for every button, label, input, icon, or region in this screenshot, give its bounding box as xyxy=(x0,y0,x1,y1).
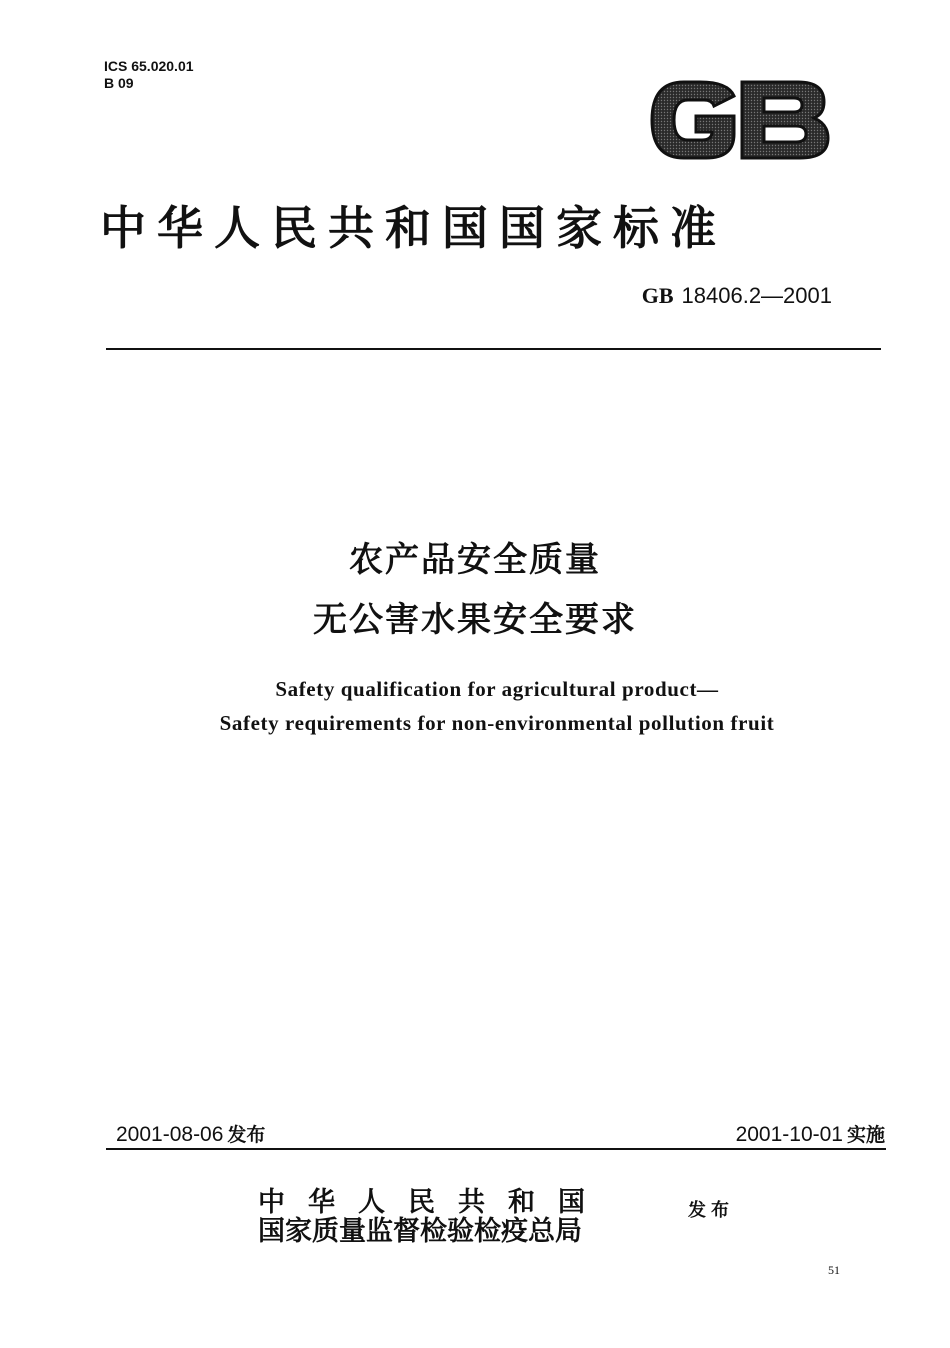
standard-type-title: 中华人民共和国国家标准 xyxy=(100,201,727,255)
standard-number-prefix: GB xyxy=(641,283,674,308)
standard-number-value: 18406.2—2001 xyxy=(681,283,832,308)
page-number: 51 xyxy=(828,1263,840,1277)
ics-code: ICS 65.020.01 xyxy=(104,58,194,74)
english-title-line-1: Safety qualification for agricultural product— xyxy=(275,677,719,701)
header-divider xyxy=(106,348,881,350)
effective-date-value: 2001-10-01 xyxy=(735,1123,843,1146)
issue-date-value: 2001-08-06 xyxy=(116,1123,224,1146)
publisher-line-2: 国家质量监督检验检疫总局 xyxy=(258,1216,582,1247)
issue-date xyxy=(116,1120,265,1147)
standard-number xyxy=(642,283,832,309)
effective-date-label: 实施 xyxy=(846,1124,885,1146)
chinese-title-line-2: 无公害水果安全要求 xyxy=(313,600,637,640)
footer-divider xyxy=(106,1148,886,1150)
effective-date xyxy=(736,1120,885,1147)
issue-date-label: 发布 xyxy=(227,1124,266,1146)
classification-codes xyxy=(104,58,194,92)
chinese-title-line-1: 农产品安全质量 xyxy=(349,540,601,580)
publisher-issue-label: 发布 xyxy=(688,1200,734,1221)
gb-standard-logo-icon xyxy=(648,78,830,162)
english-title-line-2: Safety requirements for non-environmental pollution fruit xyxy=(219,711,775,735)
ccs-code: B 09 xyxy=(104,75,134,91)
publisher-line-1: 中华人民共和国 xyxy=(258,1187,608,1218)
